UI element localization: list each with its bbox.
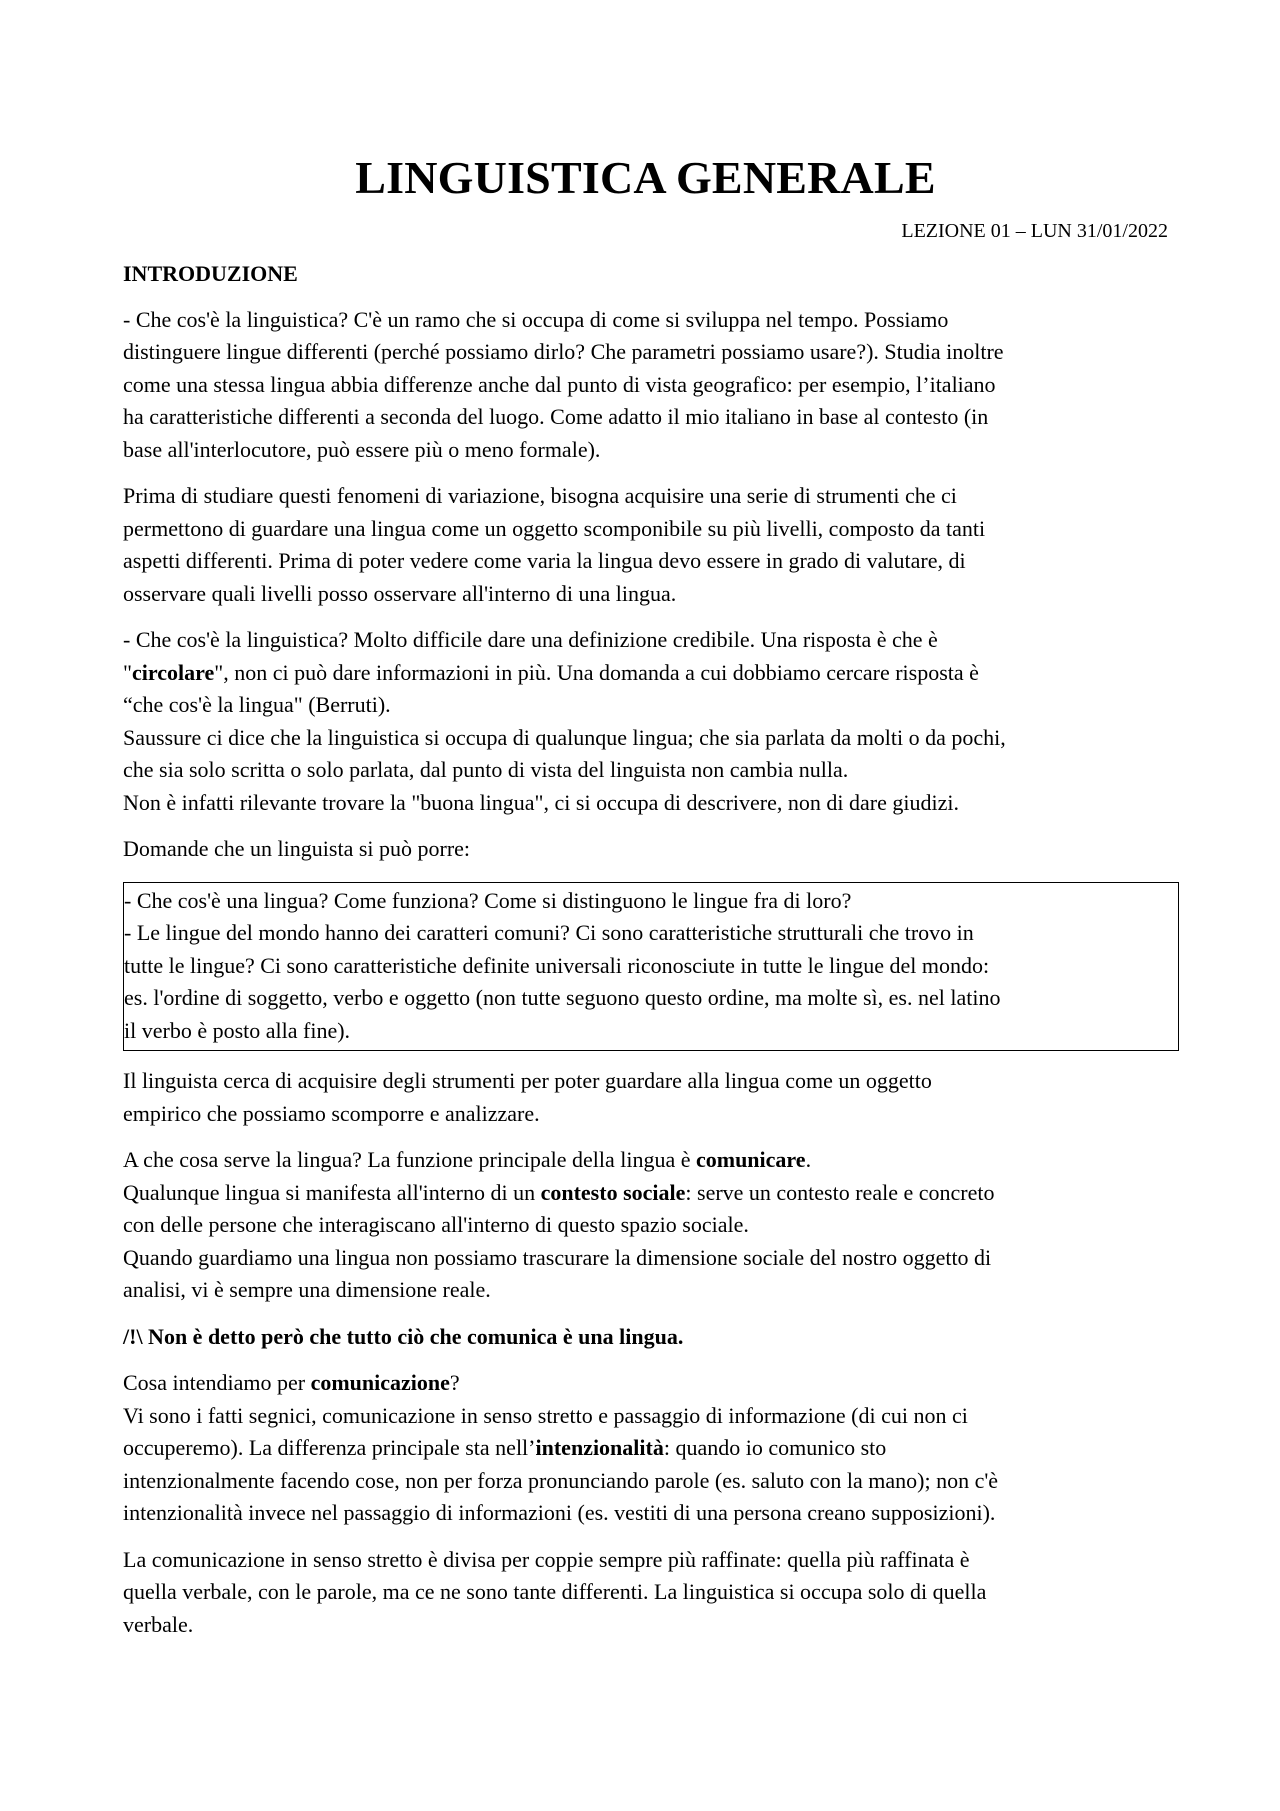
paragraph-6: A che cosa serve la lingua? La funzione principale della lingua è comunicare. Qualunque lingua si manifesta all'interno di un contesto sociale: serve un contesto reale e concreto con delle persone che interagiscano all'interno di questo spazio sociale. Quando guardiamo una lingua non possiamo trascurare la dimensione sociale del nostro oggetto di analisi, vi è sempre una dimensione reale. <box>123 1147 995 1303</box>
term-comunicare: comunicare <box>695 1147 806 1173</box>
paragraph-1: - Che cos'è la linguistica? C'è un ramo che si occupa di come si sviluppa nel tempo. Possiamo distinguere lingue differenti (perché possiamo dirlo? Che parametri possiamo usare?). Studia inoltre come una stessa lingua abbia differenze anche dal punto di vista geografico: per esempio, l’italiano ha caratteristiche differenti a seconda del luogo. Come adatto il mio italiano in base al contesto (in base all'interlocutore, può essere più o meno formale). <box>123 306 1004 462</box>
term-intenzionalita: intenzionalità <box>535 1435 664 1461</box>
paragraph-2: Prima di studiare questi fenomeni di variazione, bisogna acquisire una serie di strumenti che ci permettono di guardare una lingua come un oggetto scomponibile su più livelli, composto da tanti aspetti differenti. Prima di poter vedere come varia la lingua devo essere in grado di valutare, di osservare quali livelli posso osservare all'interno di una lingua. <box>123 483 986 606</box>
term-comunicazione: comunicazione <box>310 1370 450 1396</box>
warning-note: /!\ Non è detto però che tutto ciò che comunica è una lingua. <box>123 1323 684 1349</box>
paragraph-3: - Che cos'è la linguistica? Molto difficile dare una definizione credibile. Una risposta è che è "circolare", non ci può dare informazioni in più. Una domanda a cui dobbiamo cercare risposta è “che cos'è la lingua" (Berruti). Saussure ci dice che la linguistica si occupa di qualunque lingua; che sia parlata da molti o da pochi, che sia solo scritta o solo parlata, dal punto di vista del linguista non cambia nulla. Non è infatti rilevante trovare la "buona lingua", ci si occupa di descrivere, non di dare giudizi. <box>123 627 1006 815</box>
paragraph-8: Cosa intendiamo per comunicazione? Vi sono i fatti segnici, comunicazione in senso stretto e passaggio di informazione (di cui non ci occuperemo). La differenza principale sta nell’intenzionalità: quando io comunico sto intenzionalmente facendo cose, non per forza pronunciando parole (es. saluto con la mano); non c'è intenzionalità invece nel passaggio di informazioni (es. vestiti di una persona creano supposizioni). <box>123 1370 999 1526</box>
paragraph-9: La comunicazione in senso stretto è divisa per coppie sempre più raffinate: quella più raffinata è quella verbale, con le parole, ma ce ne sono tante differenti. La linguistica si occupa solo di quella verbale. <box>123 1546 987 1637</box>
paragraph-5: Il linguista cerca di acquisire degli strumenti per poter guardare alla lingua come un oggetto empirico che possiamo scomporre e analizzare. <box>123 1068 932 1126</box>
questions-text: - Che cos'è una lingua? Come funziona? Come si distinguono le lingue fra di loro? - Le lingue del mondo hanno dei caratteri comuni? Ci sono caratteristiche strutturali che trovo in tutte le lingue? Ci sono caratteristiche definite universali riconosciute in tutte le lingue del mondo: es. l'ordine di soggetto, verbo e oggetto (non tutte seguono questo ordine, ma molte sì, es. nel latino il verbo è posto alla fine). <box>124 887 1001 1043</box>
term-contesto-sociale: contesto sociale <box>540 1179 686 1205</box>
term-circolare: circolare <box>131 659 215 685</box>
paragraph-4: Domande che un linguista si può porre: <box>123 836 471 862</box>
section-title: INTRODUZIONE <box>123 261 298 287</box>
lesson-header: LEZIONE 01 – LUN 31/01/2022 <box>901 220 1168 243</box>
questions-box <box>123 882 1179 1052</box>
document-page <box>123 150 1168 1641</box>
document-title: LINGUISTICA GENERALE <box>355 152 936 203</box>
